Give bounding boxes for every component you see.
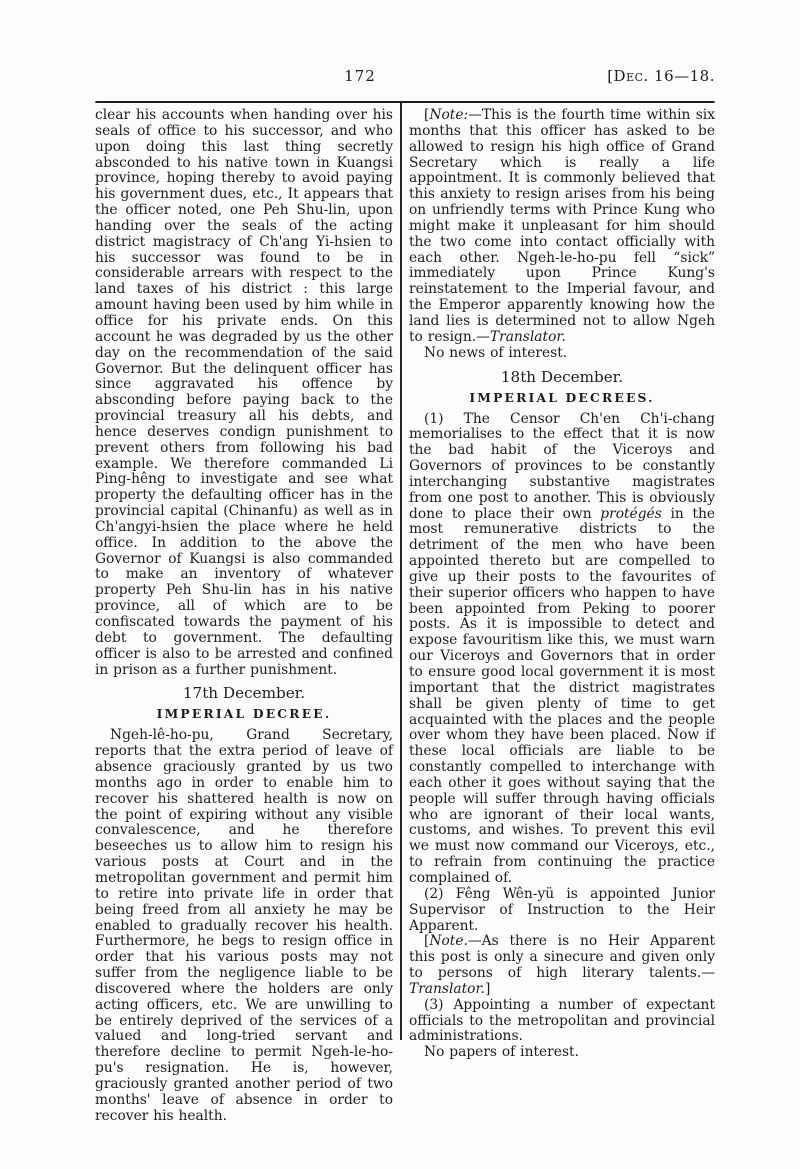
paragraph: [Note:—This is the fourth time within six months that this officer has asked to be allowed to resign his high office of Grand Secretary which is really a life appointment. It is commonly believed that this anxiety to resign arises from his being on unfriendly terms with Prince Kung who might make it unpleasant for him should the two come into contact officially with each other. Ngeh-le-ho-pu fell “sick” immediately upon Prince Kung's reinstatement to the Imperial favour, and the Emperor apparently knowing how the land lies is determined not to allow Ngeh to resign.—Translator.: [409, 107, 715, 345]
paragraph: (2) Fêng Wên-yü is appointed Junior Supervisor of Instruction to the Heir Apparent.: [409, 885, 715, 934]
decree-heading: IMPERIAL DECREE.: [156, 706, 332, 722]
paragraph: No papers of interest.: [424, 1044, 579, 1061]
text-columns: [95, 108, 715, 1124]
paragraph: clear his accounts when handing over his seals of office to his successor, and who upon doing this last thing secretly absconded to his native town in Kuangsi province, hoping thereby to avoid paying his government dues, etc., It appears that the officer noted, one Peh Shu-lin, upon handing over the seals of the acting district magistracy of Ch'ang Yi-hsien to his successor was found to be in considerable arrears with respect to the land taxes of his district : this large amount having been used by him while in office for his private ends. On this account he was degraded by us the other day on the recommendation of the said Governor. But the delinquent officer has since aggravated his offence by absconding before paying back to the provincial treasury all his debts, and hence deserves condign punishment to prevent others from following his bad example. We therefore commanded Li Ping-hêng to investigate and see what property the defaulting officer has in the provincial capital (Chinanfu) as well as in Ch'angyi-hsien the place where he held office. In addition to the above the Governor of Kuangsi is also commanded to make an inventory of whatever property Peh Shu-lin has in his native province, all of which are to be confiscated towards the payment of his debt to government. The defaulting officer is also to be arrested and confined in prison as a further punishment.: [95, 107, 393, 678]
paragraph: (1) The Censor Ch'en Ch'i-chang memorialises to the effect that it is now the bad habit of the Viceroys and Governors of provinces to be constantly interchanging substantive magistrates from one post to another. This is obviously done to place their own protégés in the most remunerative districts to the detriment of the men who have been appointed thereto but are compelled to give up their posts to the favourites of their superior officers who happen to have been appointed from Peking to poorer posts. As it is impossible to detect and expose favouritism like this, we must warn our Viceroys and Governors that in order to ensure good local government it is most important that the district magistrates shall be given plenty of time to get acquainted with the places and the people over whom they have been placed. Now if these local officials are liable to be constantly compelled to interchange with each other it goes without saying that the people will suffer through having officials who are ignorant of their local wants, customs, and wishes. To prevent this evil we must now command our Viceroys, etc., to refrain from continuing the practice complained of.: [409, 410, 715, 886]
page-number: 172: [344, 67, 376, 85]
page-content: [95, 66, 715, 1124]
paragraph: [Note.—As there is no Heir Apparent this post is only a sinecure and given only to persons of high literary talents.— Translator.]: [409, 933, 715, 997]
date-heading: 17th December.: [182, 684, 306, 703]
column-divider-rule: [400, 103, 402, 1040]
right-column: [409, 108, 715, 1124]
paragraph: No news of interest.: [424, 344, 568, 361]
date-heading: 18th December.: [500, 367, 624, 386]
left-column: [95, 108, 393, 1124]
paragraph: Ngeh-lê-ho-pu, Grand Secretary, reports that the extra period of leave of absence graciously granted by us two months ago in order to enable him to recover his shattered health is now on the point of expiring without any visible convalescence, and he therefore beseeches us to allow him to resign his various posts at Court and in the metropolitan government and permit him to retire into private life in order that being freed from all anxiety he may be enabled to gradually recover his health. Furthermore, he begs to resign office in order that his various posts may not suffer from the negligence liable to be discovered where the holders are only acting officers, etc. We are unwilling to be entirely deprived of the services of a valued and long-tried servant and therefore decline to permit Ngeh-le-ho-pu's resignation. He is, however, graciously granted another period of two months' leave of absence in order to recover his health.: [95, 727, 393, 1124]
issue-date-range: [Dec. 16—18.: [607, 67, 715, 85]
header-rule: [95, 101, 715, 103]
paragraph: (3) Appointing a number of expectant officials to the metropolitan and provincial administrations.: [409, 996, 715, 1045]
decree-heading: IMPERIAL DECREES.: [469, 389, 655, 405]
page-header: [95, 66, 715, 86]
